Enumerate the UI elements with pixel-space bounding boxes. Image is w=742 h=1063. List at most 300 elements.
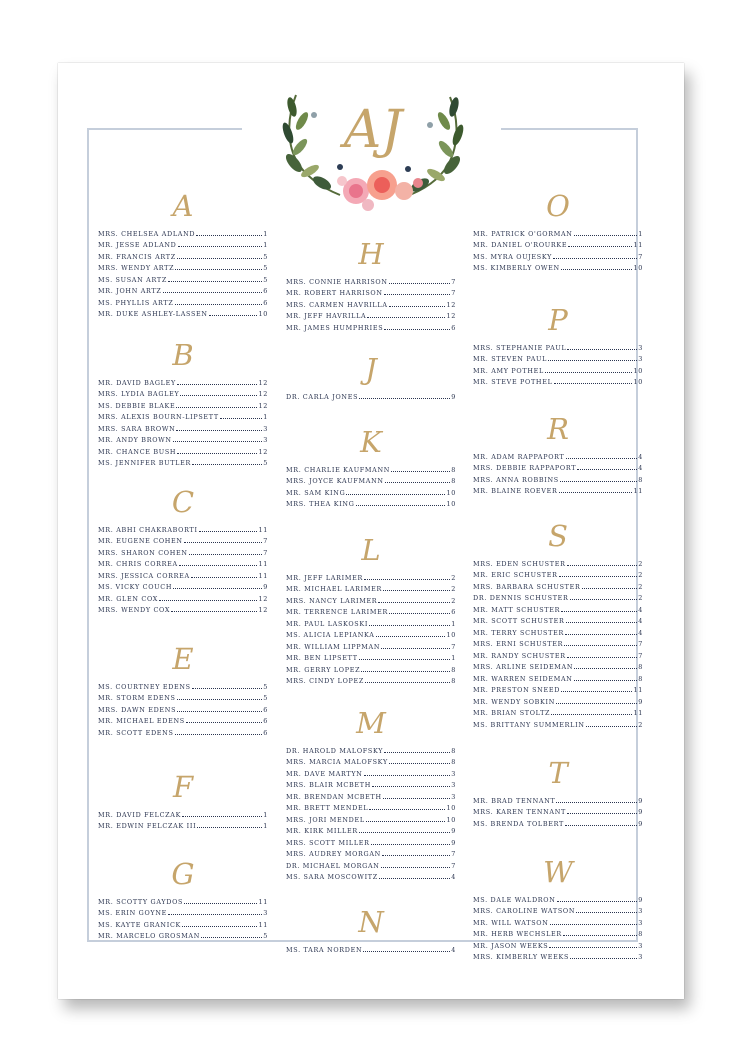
guest-name: MR. MARCELO GROSMAN xyxy=(98,932,201,940)
dot-leader xyxy=(385,482,451,483)
dot-leader xyxy=(192,464,262,465)
guest-name: MR. BLAINE ROEVER xyxy=(473,487,558,495)
guest-name: DR. HAROLD MALOFSKY xyxy=(286,746,384,755)
guest-row xyxy=(98,591,268,603)
guest-name: DR. DENNIS SCHUSTER xyxy=(473,594,569,602)
guest-row xyxy=(98,679,268,691)
dot-leader xyxy=(376,636,446,637)
dot-leader xyxy=(561,269,633,270)
guest-name: MS. VICKY COUCH xyxy=(98,583,173,591)
guest-row xyxy=(98,557,268,569)
dot-leader xyxy=(175,734,263,735)
section-letter: S xyxy=(548,519,568,553)
table-number: 9 xyxy=(638,808,643,816)
dot-leader xyxy=(570,958,637,959)
table-number: 7 xyxy=(451,642,456,651)
table-number: 11 xyxy=(258,920,268,929)
guest-name: MS. DALE WALDRON xyxy=(473,895,556,904)
guest-name: MRS. ARLINE SEIDEMAN xyxy=(473,663,574,671)
section-letter: E xyxy=(172,642,194,676)
guest-row xyxy=(98,819,268,831)
table-number: 10 xyxy=(446,815,456,824)
section-letter: M xyxy=(356,706,386,740)
guest-row xyxy=(98,522,268,534)
table-number: 1 xyxy=(263,822,268,830)
dot-leader xyxy=(367,317,445,318)
guest-row xyxy=(286,789,456,801)
table-number: 11 xyxy=(633,686,643,694)
dot-leader xyxy=(182,816,262,817)
guest-name: MRS. KIMBERLY WEEKS xyxy=(473,953,570,961)
table-number: 12 xyxy=(258,401,268,410)
dot-leader xyxy=(565,825,637,826)
table-number: 3 xyxy=(263,909,268,917)
guest-name: MR. ROBERT HARRISON xyxy=(286,289,383,297)
guest-name: MR. ABHI CHAKRABORTI xyxy=(98,525,198,534)
dot-leader xyxy=(177,711,262,712)
guest-row xyxy=(286,743,456,755)
dot-leader xyxy=(382,855,450,856)
table-number: 8 xyxy=(451,465,456,474)
table-number: 10 xyxy=(446,488,456,497)
guest-name: MS. TARA NORDEN xyxy=(286,945,363,954)
table-number: 5 xyxy=(263,932,268,940)
guest-name: MR. BRAD TENNANT xyxy=(473,796,556,805)
guest-name: MS. PHYLLIS ARTZ xyxy=(98,298,174,307)
table-number: 11 xyxy=(258,525,268,534)
guest-list xyxy=(98,522,268,614)
guest-row xyxy=(286,462,456,474)
table-number: 11 xyxy=(258,897,268,906)
table-number: 3 xyxy=(451,781,456,789)
section-letter: A xyxy=(172,189,194,223)
table-number: 1 xyxy=(263,229,268,238)
guest-row xyxy=(286,309,456,321)
table-number: 1 xyxy=(263,810,268,819)
guest-row xyxy=(473,602,643,614)
guest-row xyxy=(98,702,268,714)
guest-row xyxy=(286,297,456,309)
guest-name: MRS. DEBBIE RAPPAPORT xyxy=(473,464,577,472)
dot-leader xyxy=(189,554,263,555)
guest-row xyxy=(473,816,643,828)
dot-leader xyxy=(364,579,450,580)
table-number: 8 xyxy=(451,665,456,674)
dot-leader xyxy=(176,407,257,408)
guest-row xyxy=(473,614,643,626)
guest-row xyxy=(286,593,456,605)
dot-leader xyxy=(379,878,450,879)
dot-leader xyxy=(570,599,638,600)
table-number: 7 xyxy=(451,289,456,297)
guest-name: MS. JENNIFER BUTLER xyxy=(98,459,191,467)
guest-name: MR. ERIC SCHUSTER xyxy=(473,571,558,579)
guest-row xyxy=(286,639,456,651)
guest-row xyxy=(98,568,268,580)
guest-name: MR. BRENDAN MCBETH xyxy=(286,792,382,801)
guest-row xyxy=(98,375,268,387)
table-number: 11 xyxy=(258,571,268,580)
guest-name: MRS. STEPHANIE PAUL xyxy=(473,343,567,352)
guest-row xyxy=(473,591,643,603)
dot-leader xyxy=(178,246,263,247)
dot-leader xyxy=(565,634,637,635)
dot-leader xyxy=(574,235,638,236)
guest-name: MR. WILL WATSON xyxy=(473,918,549,927)
dot-leader xyxy=(184,903,257,904)
guest-name: MS. SARA MOSCOWITZ xyxy=(286,873,378,881)
dot-leader xyxy=(545,372,633,373)
table-number: 5 xyxy=(263,252,268,261)
table-number: 9 xyxy=(451,392,456,401)
table-number: 10 xyxy=(446,500,456,508)
guest-row xyxy=(286,812,456,824)
guest-row xyxy=(473,461,643,473)
table-number: 8 xyxy=(451,746,456,755)
guest-row xyxy=(98,545,268,557)
table-number: 8 xyxy=(638,663,643,671)
guest-row xyxy=(473,683,643,695)
dot-leader xyxy=(378,602,450,603)
guest-name: MRS. THEA KING xyxy=(286,500,355,508)
table-number: 3 xyxy=(638,907,643,915)
dot-leader xyxy=(556,703,637,704)
dot-leader xyxy=(180,395,257,396)
table-number: 8 xyxy=(451,477,456,485)
guest-row xyxy=(473,805,643,817)
table-number: 4 xyxy=(451,945,456,954)
guest-name: MR. GLEN COX xyxy=(98,594,159,603)
table-number: 10 xyxy=(446,804,456,812)
dot-leader xyxy=(389,306,446,307)
guest-row xyxy=(286,389,456,401)
guest-name: MR. GERRY LOPEZ xyxy=(286,665,361,674)
guest-name: MR. ANDY BROWN xyxy=(98,436,172,444)
guest-row xyxy=(473,927,643,939)
guest-row xyxy=(98,929,268,941)
dot-leader xyxy=(182,926,257,927)
guest-row xyxy=(473,249,643,261)
guest-row xyxy=(286,320,456,332)
table-number: 2 xyxy=(451,573,456,582)
dot-leader xyxy=(561,691,632,692)
table-number: 7 xyxy=(451,277,456,286)
guest-name: MR. HERB WECHSLER xyxy=(473,930,562,938)
guest-name: MRS. ANNA ROBBINS xyxy=(473,475,559,484)
guest-name: MRS. JESSICA CORREA xyxy=(98,571,190,580)
table-number: 11 xyxy=(258,560,268,568)
table-number: 2 xyxy=(638,582,643,591)
guest-list xyxy=(286,389,456,401)
guest-name: MR. RANDY SCHUSTER xyxy=(473,651,566,660)
guest-name: MR. MICHAEL EDENS xyxy=(98,717,185,725)
section-letter: K xyxy=(360,425,382,459)
guest-name: MRS. JORI MENDEL xyxy=(286,815,365,824)
table-number: 12 xyxy=(446,312,456,320)
dot-leader xyxy=(173,441,263,442)
guest-name: MR. SAM KING xyxy=(286,488,346,497)
table-number: 7 xyxy=(638,252,643,261)
guest-name: MRS. LYDIA BAGLEY xyxy=(98,390,180,398)
section-letter: H xyxy=(358,237,384,271)
guest-list xyxy=(473,892,643,961)
table-number: 12 xyxy=(258,594,268,603)
guest-name: MRS. BLAIR MCBETH xyxy=(286,781,372,789)
guest-row xyxy=(286,847,456,859)
guest-row xyxy=(98,249,268,261)
dot-leader xyxy=(577,469,637,470)
dot-leader xyxy=(177,453,257,454)
dot-leader xyxy=(191,577,258,578)
dot-leader xyxy=(199,531,258,532)
dot-leader xyxy=(567,657,637,658)
guest-row xyxy=(473,363,643,375)
guest-row xyxy=(473,915,643,927)
guest-name: MR. FRANCIS ARTZ xyxy=(98,252,176,261)
table-number: 2 xyxy=(451,585,456,593)
table-number: 7 xyxy=(451,850,456,858)
guest-row xyxy=(473,717,643,729)
dot-leader xyxy=(209,315,258,316)
table-number: 6 xyxy=(263,717,268,725)
guest-name: MS. BRITTANY SUMMERLIN xyxy=(473,720,585,729)
guest-name: MR. MATT SCHUSTER xyxy=(473,605,561,614)
guest-row xyxy=(286,835,456,847)
dot-leader xyxy=(175,304,263,305)
table-number: 3 xyxy=(263,424,268,433)
dot-leader xyxy=(176,430,262,431)
table-number: 8 xyxy=(638,930,643,938)
guest-list xyxy=(473,793,643,828)
dot-leader xyxy=(179,565,258,566)
dot-leader xyxy=(168,281,262,282)
table-number: 8 xyxy=(451,758,456,766)
guest-name: MRS. CARMEN HAVRILLA xyxy=(286,300,388,309)
table-number: 4 xyxy=(638,617,643,625)
guest-row xyxy=(98,272,268,284)
guest-row xyxy=(98,725,268,737)
guest-name: MRS. ALEXIS BOURN-LIPSETT xyxy=(98,413,219,421)
guest-name: MRS. DAWN EDENS xyxy=(98,705,177,714)
section-letter: B xyxy=(172,338,194,372)
guest-row xyxy=(473,660,643,672)
table-number: 11 xyxy=(633,487,643,495)
table-number: 2 xyxy=(451,596,456,605)
guest-row xyxy=(286,870,456,882)
dot-leader xyxy=(177,258,262,259)
guest-row xyxy=(286,662,456,674)
table-number: 10 xyxy=(446,631,456,639)
guest-row xyxy=(286,801,456,813)
guest-row xyxy=(286,674,456,686)
guest-name: MR. JAMES HUMPHRIES xyxy=(286,323,384,332)
table-number: 1 xyxy=(638,229,643,238)
dot-leader xyxy=(574,680,638,681)
guest-row xyxy=(98,433,268,445)
table-number: 8 xyxy=(638,674,643,683)
guest-name: MR. JOHN ARTZ xyxy=(98,287,162,295)
guest-name: MS. DEBBIE BLAKE xyxy=(98,401,176,410)
dot-leader xyxy=(186,722,262,723)
guest-name: MR. EUGENE COHEN xyxy=(98,537,183,545)
section-letter: F xyxy=(172,770,194,804)
dot-leader xyxy=(366,821,446,822)
dot-leader xyxy=(356,505,446,506)
guest-name: MS. KIMBERLY OWEN xyxy=(473,264,560,272)
guest-row xyxy=(98,917,268,929)
section-letter: W xyxy=(543,855,573,889)
guest-name: MR. DUKE ASHLEY-LASSEN xyxy=(98,310,208,318)
guest-row xyxy=(473,484,643,496)
table-number: 2 xyxy=(638,559,643,568)
guest-name: MR. WILLIAM LIPPMAN xyxy=(286,642,381,651)
guest-name: MR. SCOTT EDENS xyxy=(98,728,174,737)
guest-name: MR. WARREN SEIDEMAN xyxy=(473,674,573,683)
dot-leader xyxy=(365,682,450,683)
guest-name: MR. TERRENCE LARIMER xyxy=(286,608,389,616)
table-number: 4 xyxy=(451,873,456,881)
table-number: 8 xyxy=(451,677,456,685)
dot-leader xyxy=(568,246,632,247)
dot-leader xyxy=(384,294,451,295)
guest-row xyxy=(286,778,456,790)
guest-name: MS. SUSAN ARTZ xyxy=(98,275,167,284)
table-number: 4 xyxy=(638,464,643,472)
guest-row xyxy=(473,472,643,484)
dot-leader xyxy=(561,611,637,612)
guest-name: MR. STEVE POTHEL xyxy=(473,378,553,386)
dot-leader xyxy=(177,384,258,385)
guest-row xyxy=(286,766,456,778)
section-letter: O xyxy=(546,189,570,223)
table-number: 12 xyxy=(258,606,268,614)
dot-leader xyxy=(359,659,451,660)
table-number: 2 xyxy=(638,594,643,602)
dot-leader xyxy=(553,258,637,259)
table-number: 6 xyxy=(263,705,268,714)
guest-list xyxy=(98,226,268,318)
dot-leader xyxy=(383,590,450,591)
guest-list xyxy=(98,894,268,940)
guest-name: MR. CHANCE BUSH xyxy=(98,447,177,456)
section-letter: P xyxy=(548,303,568,337)
table-number: 12 xyxy=(258,390,268,398)
guest-row xyxy=(473,694,643,706)
guest-row xyxy=(98,295,268,307)
table-number: 3 xyxy=(451,792,456,801)
table-number: 2 xyxy=(638,571,643,579)
guest-name: MR. DANIEL O'ROURKE xyxy=(473,241,568,249)
table-number: 1 xyxy=(263,241,268,249)
guest-name: MR. BRETT MENDEL xyxy=(286,804,369,812)
dot-leader xyxy=(372,786,450,787)
guest-list xyxy=(98,679,268,737)
table-number: 10 xyxy=(633,378,643,386)
section-letter: C xyxy=(171,485,195,519)
dot-leader xyxy=(574,668,637,669)
dot-leader xyxy=(363,951,450,952)
guest-row xyxy=(98,691,268,703)
guest-list xyxy=(286,743,456,881)
table-number: 6 xyxy=(263,287,268,295)
dot-leader xyxy=(566,458,638,459)
guest-name: MRS. WENDY COX xyxy=(98,606,171,614)
guest-row xyxy=(473,938,643,950)
guest-row xyxy=(98,894,268,906)
dot-leader xyxy=(586,726,638,727)
guest-name: MR. CHRIS CORREA xyxy=(98,560,178,568)
guest-name: MR. DAVID BAGLEY xyxy=(98,378,176,387)
dot-leader xyxy=(391,471,450,472)
dot-leader xyxy=(201,937,262,938)
guest-name: MS. COURTNEY EDENS xyxy=(98,682,191,691)
guest-name: MRS. EDEN SCHUSTER xyxy=(473,559,566,568)
guest-row xyxy=(286,582,456,594)
guest-name: MR. EDWIN FELCZAK III xyxy=(98,822,197,830)
table-number: 9 xyxy=(638,895,643,904)
guest-row xyxy=(473,568,643,580)
table-number: 4 xyxy=(638,605,643,614)
guest-name: MRS. WENDY ARTZ xyxy=(98,264,175,272)
table-number: 9 xyxy=(638,796,643,805)
dot-leader xyxy=(381,648,450,649)
table-number: 5 xyxy=(263,694,268,702)
dot-leader xyxy=(359,832,450,833)
guest-name: MR. WENDY SOBKIN xyxy=(473,697,556,706)
dot-leader xyxy=(383,798,450,799)
guest-name: MR. JESSE ADLAND xyxy=(98,241,177,249)
guest-name: MR. CHARLIE KAUFMANN xyxy=(286,465,391,474)
guest-name: MR. TERRY SCHUSTER xyxy=(473,628,564,637)
dot-leader xyxy=(184,542,263,543)
dot-leader xyxy=(564,645,637,646)
dot-leader xyxy=(563,935,637,936)
dot-leader xyxy=(171,611,257,612)
table-number: 3 xyxy=(638,941,643,950)
dot-leader xyxy=(163,292,263,293)
dot-leader xyxy=(389,283,451,284)
table-number: 11 xyxy=(633,241,643,249)
guest-name: MRS. JOYCE KAUFMANN xyxy=(286,477,384,485)
table-number: 4 xyxy=(638,628,643,637)
dot-leader xyxy=(371,844,451,845)
dot-leader xyxy=(560,481,637,482)
guest-row xyxy=(98,398,268,410)
table-number: 7 xyxy=(263,548,268,557)
guest-row xyxy=(286,755,456,767)
table-number: 12 xyxy=(258,378,268,387)
guest-row xyxy=(473,238,643,250)
dot-leader xyxy=(551,714,632,715)
table-number: 12 xyxy=(446,300,456,309)
guest-row xyxy=(473,637,643,649)
guest-name: MR. SCOTT SCHUSTER xyxy=(473,617,565,625)
guest-row xyxy=(98,456,268,468)
guest-row xyxy=(286,286,456,298)
guest-row xyxy=(98,226,268,238)
guest-list xyxy=(98,375,268,467)
guest-list xyxy=(286,570,456,685)
guest-row xyxy=(286,651,456,663)
guest-name: MS. BRENDA TOLBERT xyxy=(473,819,564,828)
guest-row xyxy=(473,904,643,916)
guest-row xyxy=(286,628,456,640)
section-letter: J xyxy=(365,352,377,386)
guest-name: MR. DAVID FELCZAK xyxy=(98,810,182,819)
table-number: 5 xyxy=(263,682,268,691)
section-letter: L xyxy=(361,533,381,567)
guest-row xyxy=(286,497,456,509)
